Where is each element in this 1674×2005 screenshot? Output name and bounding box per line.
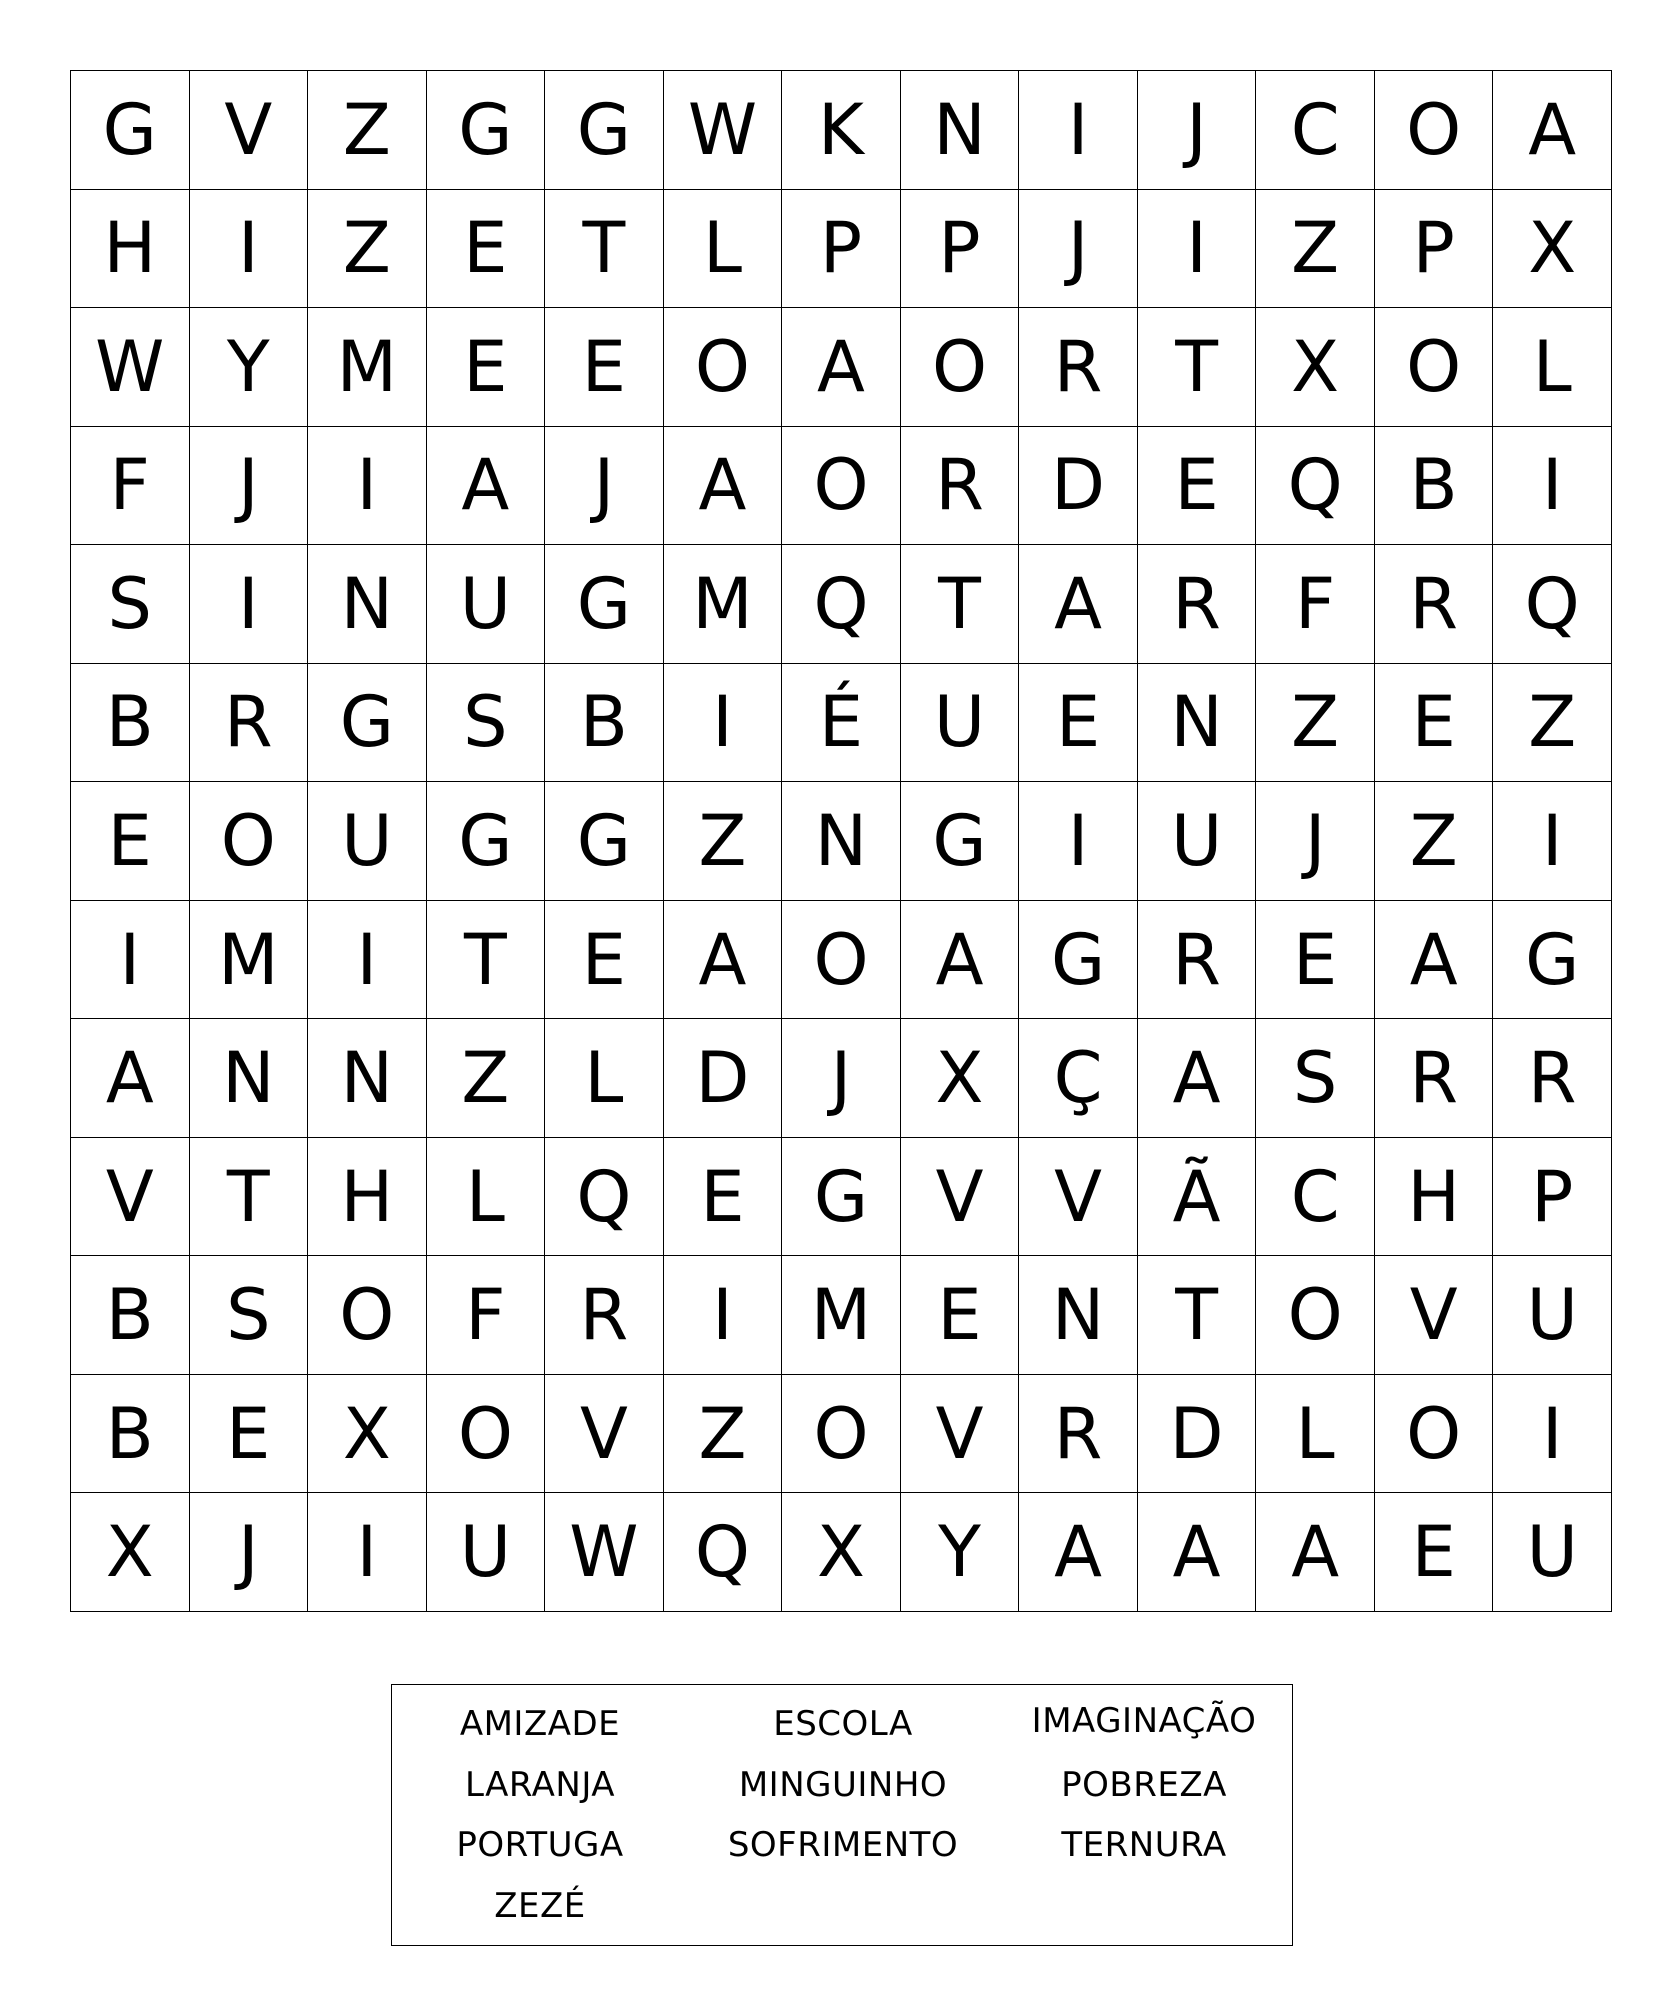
word-list-item: LARANJA bbox=[464, 1765, 616, 1805]
grid-cell[interactable]: I bbox=[190, 190, 309, 309]
grid-cell[interactable]: I bbox=[308, 1493, 427, 1612]
grid-cell[interactable]: T bbox=[190, 1138, 309, 1257]
grid-cell[interactable]: J bbox=[1138, 71, 1257, 190]
grid-cell[interactable]: P bbox=[901, 190, 1020, 309]
grid-cell[interactable]: O bbox=[1375, 1375, 1494, 1494]
grid-cell[interactable]: S bbox=[190, 1256, 309, 1375]
grid-cell[interactable]: I bbox=[308, 427, 427, 546]
grid-cell[interactable]: O bbox=[782, 427, 901, 546]
grid-cell[interactable]: J bbox=[782, 1019, 901, 1138]
grid-cell[interactable]: C bbox=[1256, 1138, 1375, 1257]
grid-cell[interactable]: E bbox=[1256, 901, 1375, 1020]
grid-cell[interactable]: O bbox=[782, 1375, 901, 1494]
word-list-item: ZEZÉ bbox=[494, 1886, 586, 1926]
grid-cell[interactable]: P bbox=[1375, 190, 1494, 309]
grid-cell[interactable]: Q bbox=[1493, 545, 1612, 664]
grid-cell[interactable]: G bbox=[1019, 901, 1138, 1020]
grid-cell[interactable]: R bbox=[1375, 1019, 1494, 1138]
grid-cell[interactable]: T bbox=[1138, 1256, 1257, 1375]
grid-cell[interactable]: E bbox=[1019, 664, 1138, 783]
grid-cell[interactable]: A bbox=[71, 1019, 190, 1138]
grid-cell[interactable]: Q bbox=[782, 545, 901, 664]
grid-cell[interactable]: O bbox=[190, 782, 309, 901]
grid-cell[interactable]: J bbox=[1256, 782, 1375, 901]
grid-cell[interactable]: G bbox=[545, 545, 664, 664]
grid-cell[interactable]: I bbox=[1493, 1375, 1612, 1494]
grid-cell[interactable]: I bbox=[71, 901, 190, 1020]
grid-cell[interactable]: T bbox=[901, 545, 1020, 664]
grid-cell[interactable]: R bbox=[1138, 901, 1257, 1020]
grid-cell[interactable]: A bbox=[1493, 71, 1612, 190]
grid-cell[interactable]: V bbox=[71, 1138, 190, 1257]
grid-cell[interactable]: G bbox=[545, 71, 664, 190]
grid-cell[interactable]: H bbox=[1375, 1138, 1494, 1257]
grid-cell[interactable]: E bbox=[1375, 664, 1494, 783]
grid-cell[interactable]: D bbox=[1138, 1375, 1257, 1494]
grid-cell[interactable]: S bbox=[71, 545, 190, 664]
grid-cell[interactable]: V bbox=[190, 71, 309, 190]
grid-cell[interactable]: G bbox=[1493, 901, 1612, 1020]
grid-cell[interactable]: J bbox=[190, 1493, 309, 1612]
grid-cell[interactable]: E bbox=[71, 782, 190, 901]
grid-cell[interactable]: R bbox=[1138, 545, 1257, 664]
grid-cell[interactable]: S bbox=[1256, 1019, 1375, 1138]
grid-cell[interactable]: B bbox=[1375, 427, 1494, 546]
grid-cell[interactable]: A bbox=[1138, 1493, 1257, 1612]
word-list-item: ESCOLA bbox=[773, 1704, 913, 1744]
word-list-item: TERNURA bbox=[1061, 1825, 1227, 1865]
grid-cell[interactable]: N bbox=[782, 782, 901, 901]
grid-cell[interactable]: G bbox=[427, 71, 546, 190]
grid-cell[interactable]: L bbox=[664, 190, 783, 309]
grid-cell[interactable]: G bbox=[71, 71, 190, 190]
grid-cell[interactable]: A bbox=[1019, 1493, 1138, 1612]
grid-cell[interactable]: U bbox=[1493, 1493, 1612, 1612]
grid-cell[interactable]: O bbox=[1375, 308, 1494, 427]
grid-cell[interactable]: Ã bbox=[1138, 1138, 1257, 1257]
grid-cell[interactable]: Q bbox=[545, 1138, 664, 1257]
grid-cell[interactable]: J bbox=[545, 427, 664, 546]
grid-cell[interactable]: N bbox=[190, 1019, 309, 1138]
grid-cell[interactable]: M bbox=[190, 901, 309, 1020]
grid-cell[interactable]: R bbox=[1019, 308, 1138, 427]
grid-cell[interactable]: O bbox=[427, 1375, 546, 1494]
grid-cell[interactable]: D bbox=[1019, 427, 1138, 546]
grid-cell[interactable]: P bbox=[782, 190, 901, 309]
grid-cell[interactable]: A bbox=[427, 427, 546, 546]
grid-cell[interactable]: H bbox=[308, 1138, 427, 1257]
grid-cell[interactable]: N bbox=[308, 1019, 427, 1138]
grid-cell[interactable]: D bbox=[664, 1019, 783, 1138]
grid-cell[interactable]: G bbox=[545, 782, 664, 901]
grid-cell[interactable]: Q bbox=[664, 1493, 783, 1612]
grid-cell[interactable]: N bbox=[308, 545, 427, 664]
grid-cell[interactable]: U bbox=[1493, 1256, 1612, 1375]
grid-cell[interactable]: H bbox=[71, 190, 190, 309]
grid-cell[interactable]: F bbox=[71, 427, 190, 546]
grid-cell[interactable]: R bbox=[1019, 1375, 1138, 1494]
grid-cell[interactable]: R bbox=[190, 664, 309, 783]
grid-cell[interactable]: Z bbox=[1375, 782, 1494, 901]
grid-cell[interactable]: E bbox=[545, 308, 664, 427]
grid-cell[interactable]: Z bbox=[664, 1375, 783, 1494]
grid-cell[interactable]: A bbox=[782, 308, 901, 427]
grid-cell[interactable]: I bbox=[1138, 190, 1257, 309]
grid-cell[interactable]: Z bbox=[1493, 664, 1612, 783]
grid-cell[interactable]: F bbox=[1256, 545, 1375, 664]
grid-cell[interactable]: Z bbox=[308, 190, 427, 309]
grid-cell[interactable]: G bbox=[901, 782, 1020, 901]
grid-cell[interactable]: A bbox=[1019, 545, 1138, 664]
word-list-item: SOFRIMENTO bbox=[727, 1825, 959, 1865]
grid-cell[interactable]: S bbox=[427, 664, 546, 783]
grid-cell[interactable]: I bbox=[190, 545, 309, 664]
grid-cell[interactable]: Z bbox=[1256, 190, 1375, 309]
grid-cell[interactable]: I bbox=[1493, 782, 1612, 901]
grid-cell[interactable]: L bbox=[1493, 308, 1612, 427]
grid-cell[interactable]: X bbox=[308, 1375, 427, 1494]
grid-cell[interactable]: N bbox=[1019, 1256, 1138, 1375]
grid-cell[interactable]: V bbox=[1019, 1138, 1138, 1257]
grid-cell[interactable]: I bbox=[308, 901, 427, 1020]
grid-cell[interactable]: G bbox=[427, 782, 546, 901]
grid-cell[interactable]: B bbox=[71, 664, 190, 783]
grid-cell[interactable]: A bbox=[1256, 1493, 1375, 1612]
grid-cell[interactable]: E bbox=[545, 901, 664, 1020]
grid-cell[interactable]: Ç bbox=[1019, 1019, 1138, 1138]
grid-cell[interactable]: X bbox=[1493, 190, 1612, 309]
grid-cell[interactable]: V bbox=[545, 1375, 664, 1494]
grid-cell[interactable]: O bbox=[664, 308, 783, 427]
grid-cell[interactable]: U bbox=[1138, 782, 1257, 901]
word-list bbox=[391, 1684, 1293, 1946]
grid-cell[interactable]: N bbox=[1138, 664, 1257, 783]
grid-cell[interactable]: B bbox=[545, 664, 664, 783]
grid-cell[interactable]: J bbox=[1019, 190, 1138, 309]
grid-cell[interactable]: F bbox=[427, 1256, 546, 1375]
grid-cell[interactable]: O bbox=[901, 308, 1020, 427]
grid-cell[interactable]: I bbox=[1019, 782, 1138, 901]
grid-cell[interactable]: X bbox=[1256, 308, 1375, 427]
word-list-item: PORTUGA bbox=[456, 1825, 624, 1865]
grid-cell[interactable]: É bbox=[782, 664, 901, 783]
grid-cell[interactable]: Q bbox=[1256, 427, 1375, 546]
grid-cell[interactable]: A bbox=[901, 901, 1020, 1020]
grid-cell[interactable]: E bbox=[427, 190, 546, 309]
word-list-item: IMAGINAÇÃO bbox=[1031, 1701, 1257, 1741]
grid-cell[interactable]: Z bbox=[427, 1019, 546, 1138]
grid-cell[interactable]: P bbox=[1493, 1138, 1612, 1257]
word-list-item: POBREZA bbox=[1061, 1765, 1227, 1805]
word-list-item: AMIZADE bbox=[459, 1704, 621, 1744]
grid-cell[interactable]: U bbox=[308, 782, 427, 901]
grid-cell[interactable]: Z bbox=[664, 782, 783, 901]
grid-cell[interactable]: Z bbox=[308, 71, 427, 190]
grid-cell[interactable]: Y bbox=[190, 308, 309, 427]
grid-cell[interactable]: N bbox=[901, 71, 1020, 190]
grid-cell[interactable]: G bbox=[308, 664, 427, 783]
grid-cell[interactable]: J bbox=[190, 427, 309, 546]
grid-cell[interactable]: T bbox=[1138, 308, 1257, 427]
grid-cell[interactable]: I bbox=[1493, 427, 1612, 546]
grid-cell[interactable]: C bbox=[1256, 71, 1375, 190]
grid-cell[interactable]: W bbox=[71, 308, 190, 427]
word-list-item: MINGUINHO bbox=[738, 1765, 948, 1805]
grid-cell[interactable]: E bbox=[427, 308, 546, 427]
grid-cell[interactable]: E bbox=[190, 1375, 309, 1494]
grid-cell[interactable]: R bbox=[1375, 545, 1494, 664]
grid-cell[interactable]: I bbox=[664, 664, 783, 783]
grid-cell[interactable]: Y bbox=[901, 1493, 1020, 1612]
grid-cell[interactable]: E bbox=[1138, 427, 1257, 546]
grid-cell[interactable]: M bbox=[664, 545, 783, 664]
grid-cell[interactable]: A bbox=[1375, 901, 1494, 1020]
grid-cell[interactable]: O bbox=[308, 1256, 427, 1375]
grid-cell[interactable]: O bbox=[1375, 71, 1494, 190]
word-search-grid bbox=[70, 70, 1612, 1612]
grid-cell[interactable]: A bbox=[1138, 1019, 1257, 1138]
grid-cell[interactable]: V bbox=[901, 1375, 1020, 1494]
grid-cell[interactable]: X bbox=[71, 1493, 190, 1612]
grid-cell[interactable]: E bbox=[1375, 1493, 1494, 1612]
grid-cell[interactable]: I bbox=[664, 1256, 783, 1375]
grid-cell[interactable]: T bbox=[545, 190, 664, 309]
grid-cell[interactable]: G bbox=[782, 1138, 901, 1257]
grid-cell[interactable]: M bbox=[308, 308, 427, 427]
grid-cell[interactable]: E bbox=[664, 1138, 783, 1257]
grid-cell[interactable]: R bbox=[901, 427, 1020, 546]
grid-cell[interactable]: V bbox=[901, 1138, 1020, 1257]
grid-cell[interactable]: U bbox=[427, 545, 546, 664]
grid-cell[interactable]: W bbox=[545, 1493, 664, 1612]
grid-cell[interactable]: V bbox=[1375, 1256, 1494, 1375]
grid-cell[interactable]: A bbox=[664, 427, 783, 546]
grid-cell[interactable]: E bbox=[901, 1256, 1020, 1375]
grid-cell[interactable]: O bbox=[782, 901, 901, 1020]
grid-cell[interactable]: K bbox=[782, 71, 901, 190]
grid-cell[interactable]: T bbox=[427, 901, 546, 1020]
grid-cell[interactable]: L bbox=[427, 1138, 546, 1257]
grid-cell[interactable]: L bbox=[545, 1019, 664, 1138]
grid-cell[interactable]: Z bbox=[1256, 664, 1375, 783]
grid-cell[interactable]: A bbox=[664, 901, 783, 1020]
grid-cell[interactable]: I bbox=[1019, 71, 1138, 190]
grid-cell[interactable]: R bbox=[545, 1256, 664, 1375]
grid-cell[interactable]: B bbox=[71, 1375, 190, 1494]
grid-cell[interactable]: X bbox=[901, 1019, 1020, 1138]
grid-cell[interactable]: U bbox=[427, 1493, 546, 1612]
grid-cell[interactable]: L bbox=[1256, 1375, 1375, 1494]
grid-cell[interactable]: R bbox=[1493, 1019, 1612, 1138]
grid-cell[interactable]: O bbox=[1256, 1256, 1375, 1375]
grid-cell[interactable]: X bbox=[782, 1493, 901, 1612]
grid-cell[interactable]: W bbox=[664, 71, 783, 190]
grid-cell[interactable]: U bbox=[901, 664, 1020, 783]
grid-cell[interactable]: M bbox=[782, 1256, 901, 1375]
grid-cell[interactable]: B bbox=[71, 1256, 190, 1375]
